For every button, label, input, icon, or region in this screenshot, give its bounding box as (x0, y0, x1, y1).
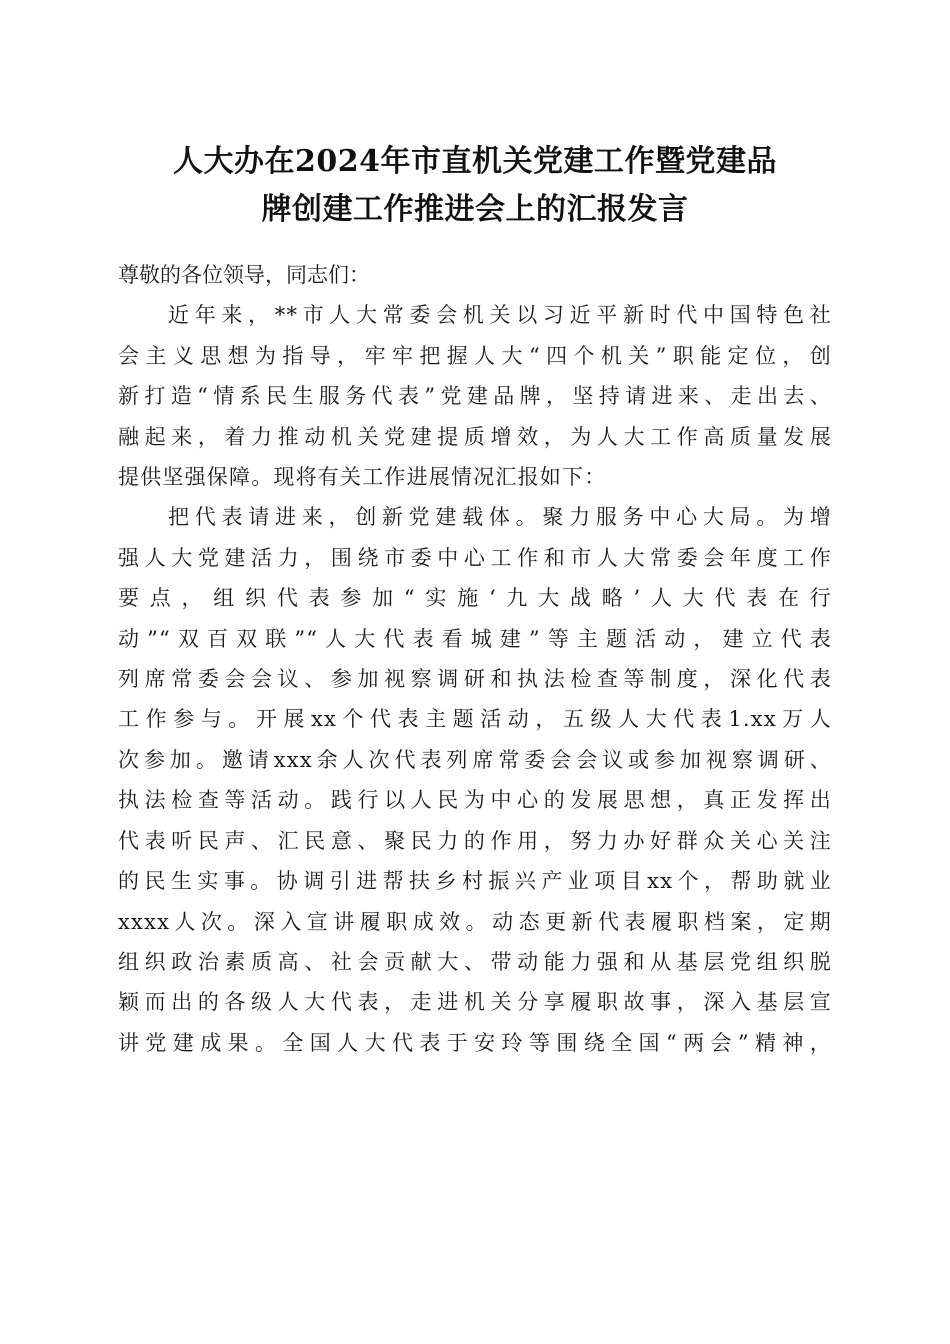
paragraph-line: 工作参与。开展xx个代表主题活动，五级人大代表1.xx万人 (118, 707, 832, 732)
paragraph-line: 提供坚强保障。现将有关工作进展情况汇报如下： (118, 465, 607, 490)
paragraph-line: 新打造“情系民生服务代表”党建品牌，坚持请进来、走出去、 (118, 384, 832, 409)
paragraph-line: xxxx人次。深入宣讲履职成效。动态更新代表履职档案，定期 (118, 909, 832, 934)
document-title (100, 138, 850, 234)
paragraph-line: 的民生实事。协调引进帮扶乡村振兴产业项目xx个，帮助就业 (118, 869, 832, 894)
paragraph-line: 代表听民声、汇民意、聚民力的作用，努力办好群众关心关注 (118, 828, 832, 853)
paragraph-line: 会主义思想为指导，牢牢把握人大“四个机关”职能定位，创 (118, 343, 832, 368)
document-body (118, 255, 832, 1063)
salutation: 尊敬的各位领导，同志们： (118, 263, 370, 287)
paragraph-line: 动”“双百双联”“人大代表看城建”等主题活动，建立代表 (118, 626, 832, 651)
title-line: 牌创建工作推进会上的汇报发言 (261, 192, 689, 227)
title-line: 人大办在2024年市直机关党建工作暨党建品 (173, 144, 777, 179)
paragraph-line: 次参加。邀请xxx余人次代表列席常委会会议或参加视察调研、 (118, 747, 832, 772)
paragraph-line: 近年来，**市人大常委会机关以习近平新时代中国特色社 (168, 303, 832, 328)
paragraph-line: 执法检查等活动。践行以人民为中心的发展思想，真正发挥出 (118, 788, 832, 813)
paragraph-line: 把代表请进来，创新党建载体。聚力服务中心大局。为增 (168, 505, 832, 530)
paragraph-line: 强人大党建活力，围绕市委中心工作和市人大常委会年度工作 (118, 545, 832, 570)
paragraph-line: 颖而出的各级人大代表，走进机关分享履职故事，深入基层宣 (118, 990, 832, 1015)
paragraph-representatives (118, 497, 832, 1063)
paragraph-line: 要点，组织代表参加“实施‘九大战略’人大代表在行 (118, 586, 832, 611)
paragraph-intro (118, 295, 832, 497)
paragraph-line: 讲党建成果。全国人大代表于安玲等围绕全国“两会”精神， (118, 1030, 832, 1055)
paragraph-line: 融起来，着力推动机关党建提质增效，为人大工作高质量发展 (118, 424, 832, 449)
paragraph-line: 组织政治素质高、社会贡献大、带动能力强和从基层党组织脱 (118, 949, 832, 974)
paragraph-line: 列席常委会会议、参加视察调研和执法检查等制度，深化代表 (118, 667, 832, 692)
